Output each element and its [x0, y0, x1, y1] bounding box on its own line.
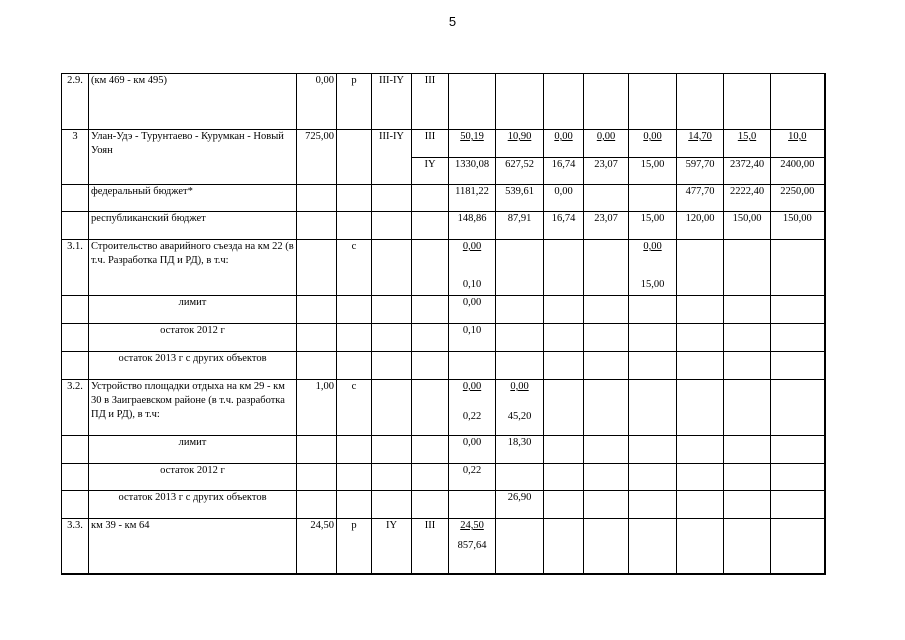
value-bottom: 45,20 — [507, 411, 532, 422]
value-cell: 1330,08 — [449, 158, 496, 185]
value-cell — [449, 380, 496, 436]
value-cell: 477,70 — [677, 185, 724, 212]
value-cell: 26,90 — [496, 491, 544, 519]
value-cell: 2250,00 — [771, 185, 825, 212]
value-cell: 0,22 — [449, 464, 496, 491]
value-top: 0,00 — [510, 381, 529, 392]
row-length: 725,00 — [297, 130, 337, 185]
row-name: лимит — [89, 296, 297, 324]
row-number: 3.3. — [62, 519, 89, 574]
value-cell: 14,70 — [677, 130, 724, 158]
value-top: 24,50 — [460, 520, 484, 531]
value-cell: 1181,22 — [449, 185, 496, 212]
row-category: III-IY — [372, 74, 412, 130]
program-table — [61, 73, 826, 575]
row-name: остаток 2013 г с других объектов — [89, 352, 297, 380]
value-cell — [449, 240, 496, 296]
value-cell: 10,90 — [496, 130, 544, 158]
value-cell: 0,00 — [449, 296, 496, 324]
value-cell: 15,0 — [724, 130, 771, 158]
value-cell: 148,86 — [449, 212, 496, 240]
value-cell: 150,00 — [724, 212, 771, 240]
value-cell — [496, 380, 544, 436]
row-length: 1,00 — [297, 380, 337, 436]
value-cell: 627,52 — [496, 158, 544, 185]
row-number: 2.9. — [62, 74, 89, 130]
table-row — [62, 240, 825, 296]
row-length: 0,00 — [297, 74, 337, 130]
value-top: 0,00 — [462, 381, 482, 392]
row-number: 3 — [62, 130, 89, 185]
value-cell: 0,00 — [629, 130, 677, 158]
row-number: 3.2. — [62, 380, 89, 436]
row-name: остаток 2012 г — [89, 324, 297, 352]
row-category: IY — [372, 519, 412, 574]
row-name: республиканский бюджет — [89, 212, 297, 240]
value-cell — [584, 185, 629, 212]
value-cell — [629, 240, 677, 296]
page-number: 5 — [448, 14, 457, 29]
table-row — [62, 491, 825, 519]
table-row — [62, 380, 825, 436]
value-cell: 50,19 — [449, 130, 496, 158]
row-name: Строительство аварийного съезда на км 22 (в т.ч. Разработка ПД и РД), в т.ч: — [89, 240, 297, 296]
row-name: Устройство площадки отдыха на км 29 - км 30 в Заиграевском районе (в т.ч. разработка ПД и РД), в т.ч: — [89, 380, 297, 436]
value-bottom: 0,22 — [462, 411, 482, 422]
value-bottom: 15,00 — [640, 279, 665, 290]
row-name: лимит — [89, 436, 297, 464]
value-cell: 16,74 — [544, 212, 584, 240]
row-name: км 39 - км 64 — [89, 519, 297, 574]
row-name: остаток 2013 г с других объектов — [89, 491, 297, 519]
value-cell: 0,00 — [584, 130, 629, 158]
value-cell: 597,70 — [677, 158, 724, 185]
row-category: III-IY — [372, 130, 412, 185]
row-length: 24,50 — [297, 519, 337, 574]
value-cell: 120,00 — [677, 212, 724, 240]
table-row — [62, 74, 825, 130]
row-category-2: III — [412, 130, 449, 158]
table-row — [62, 296, 825, 324]
value-cell: 2400,00 — [771, 158, 825, 185]
value-cell: 150,00 — [771, 212, 825, 240]
row-name: Улан-Удэ - Турунтаево - Курумкан - Новый Уоян — [89, 130, 297, 185]
value-cell: 0,10 — [449, 324, 496, 352]
table-row — [62, 352, 825, 380]
value-cell: 16,74 — [544, 158, 584, 185]
value-cell: 15,00 — [629, 158, 677, 185]
value-cell: 87,91 — [496, 212, 544, 240]
value-bottom: 0,10 — [462, 279, 482, 290]
value-cell: 0,00 — [544, 130, 584, 158]
table-row — [62, 130, 825, 158]
table-row — [62, 324, 825, 352]
row-type: с — [337, 240, 372, 296]
table-row — [62, 185, 825, 212]
value-cell: 0,00 — [544, 185, 584, 212]
value-cell — [629, 185, 677, 212]
value-cell: 2222,40 — [724, 185, 771, 212]
value-cell: 23,07 — [584, 212, 629, 240]
table-row — [62, 212, 825, 240]
row-name: (км 469 - км 495) — [89, 74, 297, 130]
row-type: р — [337, 519, 372, 574]
value-cell — [449, 519, 496, 574]
value-top: 0,00 — [643, 241, 662, 252]
row-type: р — [337, 74, 372, 130]
row-name: федеральный бюджет* — [89, 185, 297, 212]
value-cell: 23,07 — [584, 158, 629, 185]
value-cell: 15,00 — [629, 212, 677, 240]
value-cell: 18,30 — [496, 436, 544, 464]
value-cell: 0,00 — [449, 436, 496, 464]
table-row — [62, 464, 825, 491]
value-cell: 539,61 — [496, 185, 544, 212]
value-top: 0,00 — [462, 241, 482, 252]
row-type: с — [337, 380, 372, 436]
value-cell: 10,0 — [771, 130, 825, 158]
value-bottom: 857,64 — [457, 540, 487, 551]
row-name: остаток 2012 г — [89, 464, 297, 491]
table-row — [62, 436, 825, 464]
value-cell: 2372,40 — [724, 158, 771, 185]
row-category-2: III — [412, 519, 449, 574]
row-category-2b: IY — [412, 158, 449, 185]
row-category-2: III — [412, 74, 449, 130]
row-number: 3.1. — [62, 240, 89, 296]
table-row — [62, 519, 825, 574]
